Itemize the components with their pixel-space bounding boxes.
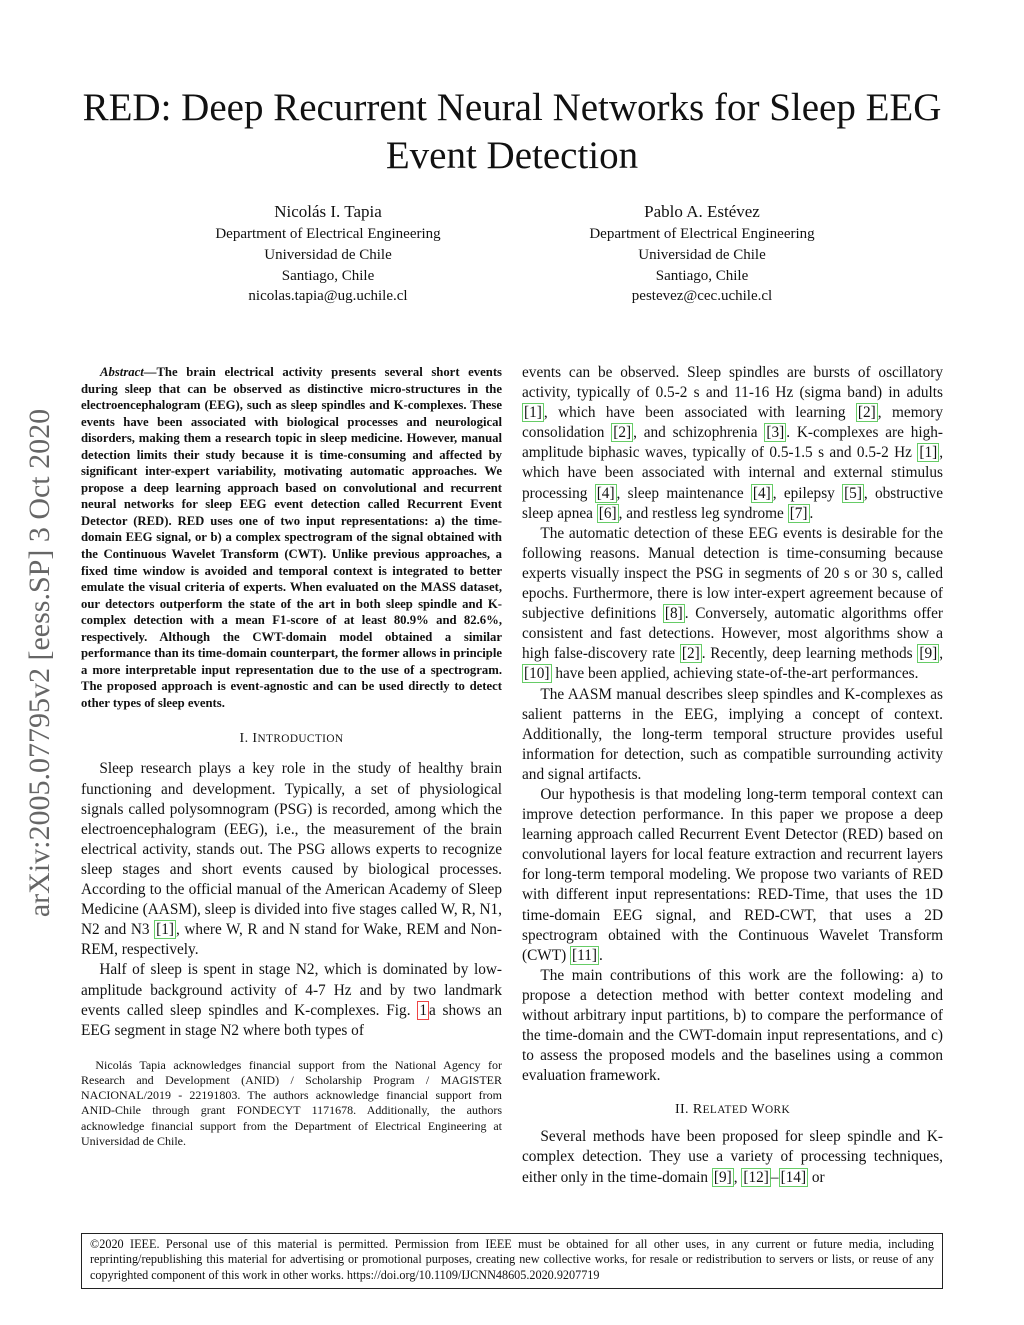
citation-link[interactable]: [9] bbox=[919, 645, 938, 663]
left-column bbox=[81, 364, 502, 1149]
citation-link[interactable]: [8] bbox=[664, 605, 683, 623]
author-email[interactable]: pestevez@cec.uchile.cl bbox=[631, 288, 773, 305]
right-paragraph-4: Our hypothesis is that modeling long-term temporal context can improve detection performance. In this paper we propose a deep learning approach called Recurrent Event Detector (RED) based on convolutional layers for local feature extraction and recurrent layers for long-term temporal modeling. We propose two variants of RED with different input representations: RED-Time, that uses the 1D time-domain EEG signal, and RED-CWT, that uses a 2D spectrogram obtained with the Continuous Wavelet Transform (CWT) [11] . bbox=[522, 785, 943, 964]
section-heading-related-work: II. RELATED WORK bbox=[674, 1102, 791, 1118]
citation-link[interactable]: [11] bbox=[572, 946, 597, 964]
author-name: Nicolás I. Tapia bbox=[274, 202, 382, 221]
right-paragraph-5: The main contributions of this work are the following: a) to propose a detection method with better context modeling and without arbitrary input partitions, b) to compare the performance of the time-domain and the CWT-domain input representations, and c) to assess the proposed models and the baselines using a common evaluation framework. bbox=[522, 966, 943, 1085]
arxiv-identifier: arXiv:2005.07795v2 [eess.SP] 3 Oct 2020 bbox=[23, 408, 56, 918]
figure-link[interactable]: 1 bbox=[419, 1001, 427, 1019]
author-name: Pablo A. Estévez bbox=[644, 202, 760, 221]
author-block bbox=[178, 200, 478, 307]
citation-link[interactable]: [1] bbox=[156, 921, 174, 939]
citation-link[interactable]: [12] bbox=[743, 1168, 769, 1186]
citation-link[interactable]: [2] bbox=[613, 424, 632, 442]
citation-link[interactable]: [5] bbox=[844, 484, 862, 502]
right-paragraph-6: Several methods have been proposed for sleep spindle and K-complex detection. They use a variety of processing techniques, either only in the time-domain [9] , [12] – [14] or bbox=[522, 1128, 943, 1186]
right-paragraph-3: The AASM manual describes sleep spindles and K-complexes as salient patterns in the EEG, implying a concept of context. Additionally, the long-term temporal structure provides useful information for detection, such as compatible surrounding activity and signal artifacts. bbox=[522, 685, 943, 783]
author-city: Santiago, Chile bbox=[281, 267, 375, 284]
footnote: Nicolás Tapia acknowledges financial support from the National Agency for Research and Development (ANID) / Scholarship Program / MAGISTER NACIONAL/2019 - 22191803. The authors acknowledge financial support from ANID-Chile through grant FONDECYT 1171678. Additionally, the authors acknowledge financial support from the Department of Electrical Engineering at Universidad de Chile. bbox=[81, 1057, 502, 1148]
author-dept: Department of Electrical Engineering bbox=[589, 226, 815, 242]
author-city: Santiago, Chile bbox=[655, 267, 749, 284]
intro-paragraph-1: Sleep research plays a key role in the study of healthy brain functioning and development. Typically, a set of physiological signals called polysomnogram (PSG) is recorded, among which the electroencephalogram (EEG), i.e., the measurement of the brain electrical activity, stands out. The PSG allows experts to recognize sleep stages and short events caused by biological processes. According to the official manual of the American Academy of Sleep Medicine (AASM), sleep is divided into five stages called W, R, N1, N2 and N3 [1] , where W, R and N stand for Wake, REM and Non-REM, respectively. bbox=[81, 760, 502, 959]
citation-link[interactable]: [9] bbox=[713, 1168, 732, 1186]
citation-link[interactable]: [6] bbox=[598, 504, 617, 522]
author-univ: Universidad de Chile bbox=[638, 246, 766, 263]
citation-link[interactable]: [7] bbox=[789, 504, 808, 522]
copyright-notice: ©2020 IEEE. Personal use of this material is permitted. Permission from IEEE must be obtained for all other uses, in any current or future media, including reprinting/republishing this material for advertising or promotional purposes, creating new collective works, for resale or redistribution to servers or lists, or reuse of any copyrighted component of this work in other works. https://doi.org/10.1109/IJCNN48605.2020.9207719 bbox=[81, 1233, 943, 1289]
citation-link[interactable]: [10] bbox=[524, 665, 550, 683]
citation-link[interactable]: [14] bbox=[780, 1168, 807, 1186]
citation-link[interactable]: [1] bbox=[524, 404, 542, 422]
citation-link[interactable]: [4] bbox=[752, 484, 771, 502]
citation-link[interactable]: [2] bbox=[681, 645, 700, 663]
abstract-label: Abstract bbox=[100, 365, 144, 379]
author-block bbox=[552, 200, 852, 307]
abstract-text: —The brain electrical activity presents several short events during sleep that can be observed as distinctive micro-structures in the electroencephalogram (EEG), such as sleep spindles and K-complexes. These events have been associated with biological processes and neurological disorders, making them a research topic in sleep medicine. However, manual detection limits their study because it is time-consuming and affected by significant inter-expert variability, motivating automatic approaches. We propose a deep learning approach based on convolutional and recurrent neural networks for sleep EEG event detection called Recurrent Event Detector (RED). RED uses one of two input representations: a) the time-domain EEG signal, or b) a complex spectrogram of the signal obtained with the Continuous Wavelet Transform (CWT). Unlike previous approaches, a fixed time window is avoided and temporal context is integrated to better emulate the visual criteria of experts. When evaluated on the MASS dataset, our detectors outperform the state of the art in both sleep spindle and K-complex detection with a mean F1-score of at least 80.9% and 82.6%, respectively. Although the CWT-domain model obtained a similar performance than its time-domain counterpart, the former allows in principle a more interpretable input representation due to the use of a spectrogram. The proposed approach is event-agnostic and can be used directly to detect other types of sleep events. bbox=[81, 365, 502, 710]
citation-link[interactable]: [3] bbox=[766, 424, 785, 442]
citation-link[interactable]: [4] bbox=[596, 484, 615, 502]
author-email[interactable]: nicolas.tapia@ug.uchile.cl bbox=[248, 288, 408, 305]
right-paragraph-2: The automatic detection of these EEG events is desirable for the following reasons. Manual detection is time-consuming because experts visually inspect the PSG in segments of 20 s or 30 s, called epochs. Furthermore, there is low inter-expert agreement because of subjective definitions [8] . Conversely, automatic algorithms offer consistent and fast detections. However, most algorithms show a high false-discovery rate [2] . Recently, deep learning methods [9] , [10] have been applied, achieving state-of-the-art performances. bbox=[522, 524, 944, 683]
intro-paragraph-2: Half of sleep is spent in stage N2, which is dominated by low-amplitude background activity of 4-7 Hz and by two landmark events called sleep spindles and K-complexes. Fig. 1 a shows an EEG segment in stage N2 where both types of bbox=[81, 961, 502, 1039]
citation-link[interactable]: [2] bbox=[857, 404, 876, 422]
section-heading-introduction: I. INTRODUCTION bbox=[239, 731, 344, 747]
author-univ: Universidad de Chile bbox=[264, 246, 392, 263]
paper-title: RED: Deep Recurrent Neural Networks for Sleep EEG Event Detection bbox=[82, 86, 942, 177]
right-column bbox=[522, 363, 943, 1188]
right-paragraph-1: events can be observed. Sleep spindles are bursts of oscillatory activity, typically of 0.5-2 s and 11-16 Hz (sigma band) in adults [1] , which have been associated with learning [2] , memory consolidation [2] , and schizophrenia [3] . K-complexes are high-amplitude biphasic waves, typically of 0.5-1.5 s and 0.5-2 Hz [1] , which have been associated with internal and external stimulus processing [4] , sleep maintenance [4] , epilepsy [5] , obstructive sleep apnea [6] , and restless leg syndrome [7] . bbox=[522, 364, 944, 522]
citation-link[interactable]: [1] bbox=[919, 444, 938, 462]
abstract bbox=[81, 364, 502, 711]
author-dept: Department of Electrical Engineering bbox=[215, 226, 441, 242]
